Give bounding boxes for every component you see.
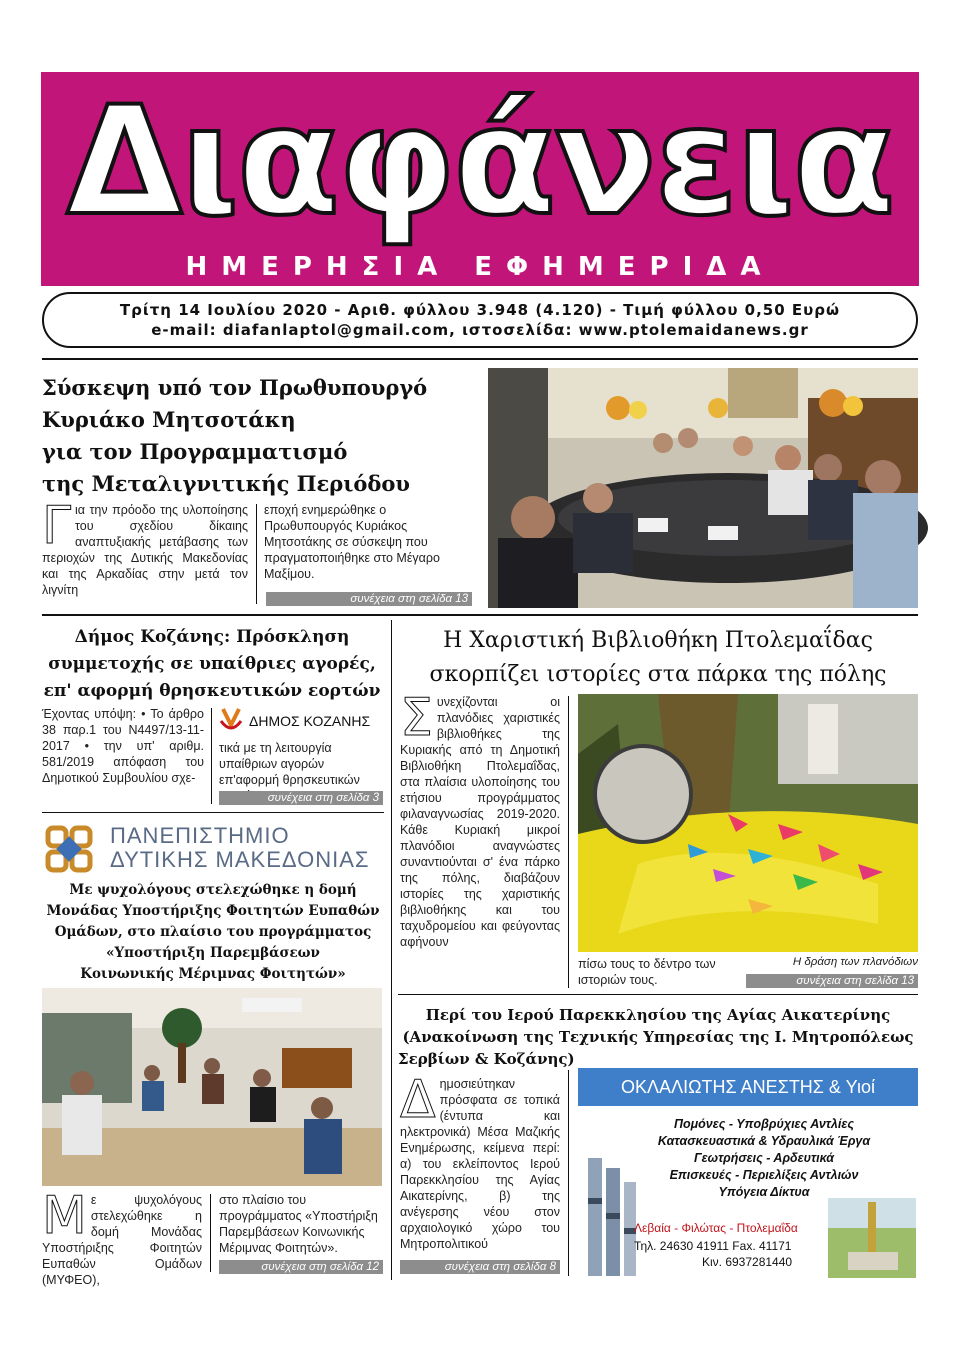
story5-continue[interactable]: συνέχεια στη σελίδα 8 (400, 1260, 560, 1274)
headline-line: Δήμος Κοζάνης: Πρόσκληση (74, 627, 350, 647)
university-emblem-icon (42, 822, 96, 876)
newspaper-subtitle: ΗΜΕΡΗΣΙΑ ΕΦΗΜΕΡΙΔΑ (185, 252, 775, 282)
column-rule (211, 708, 212, 804)
ad-location: Λεβαία - Φιλώτας - Πτολεμαΐδα (634, 1221, 798, 1235)
headline-line: της Μεταλιγνιτικής Περιόδου (42, 471, 410, 496)
university-logo (42, 820, 384, 876)
headline-line: «Υποστήριξη Παρεμβάσεων (106, 945, 320, 961)
story1-col1 (42, 496, 248, 606)
divider (42, 812, 384, 813)
ad-phone: Τηλ. 24630 41911 Fax. 41171 (634, 1239, 792, 1253)
ad-line: Επισκευές - Περιελίξεις Αντλιών (669, 1168, 859, 1182)
headline-line: (Ανακοίνωση της Τεχνικής Υπηρεσίας της Ι. Μητροπόλεως (402, 1028, 914, 1046)
headline-line: συμμετοχής σε υπαίθριες αγορές, (48, 654, 376, 674)
divider (398, 994, 918, 995)
library-park-photo (578, 694, 918, 952)
headline-line: Σερβίων & Κοζάνης) (398, 1050, 575, 1068)
university-name-line: ΔΥΤΙΚΗΣ ΜΑΚΕΔΟΝΙΑΣ (110, 847, 370, 872)
university-meeting-photo (42, 988, 382, 1186)
drop-cap: Σ (400, 688, 433, 748)
story2-col2: τικά με τη λειτουργία υπαίθριων αγορών επ'αφορμή θρησκευτικών (219, 741, 360, 787)
masthead (41, 72, 919, 286)
story2-headline (42, 624, 382, 705)
column-rule (256, 504, 257, 604)
headline-line: Κοινωνικής Μέριμνας Φοιτητών» (80, 966, 346, 982)
headline-line: σκορπίζει ιστορίες στα πάρκα της πόλης (429, 662, 887, 687)
story3-headline (42, 880, 384, 985)
story1-headline (42, 372, 482, 500)
drop-cap: Δ (400, 1070, 436, 1130)
kozani-emblem-icon (219, 707, 243, 733)
headline-line: Η Χαριστική Βιβλιοθήκη Πτολεμαΐδας (443, 628, 873, 653)
divider (42, 614, 918, 616)
divider (42, 358, 918, 360)
story1-text: ια την πρόοδο της υλοποίησης του σχεδίου δίκαιης αναπτυξιακής μετάβασης των περιοχών της Δυτικής Μακεδονίας και της Αρκαδίας στην μετά τον λιγνίτη (42, 503, 248, 597)
story4-col1 (400, 688, 560, 988)
story2-continue[interactable]: συνέχεια στη σελίδα 3 (219, 791, 383, 805)
headline-line: Σύσκεψη υπό τον Πρωθυπουργό (42, 375, 428, 400)
story5-headline (398, 1004, 918, 1070)
ad-line: Πομόνες - Υποβρύχιες Αντλίες (674, 1117, 854, 1131)
headline-line: Περί του Ιερού Παρεκκλησίου της Αγίας Αικατερίνης (425, 1006, 891, 1024)
headline-line: Ομάδων, στο πλαίσιο του προγράμματος (54, 924, 372, 940)
column-rule (568, 1070, 569, 1276)
column-rule (568, 696, 569, 988)
story5-text: ημοσιεύτηκαν πρόσφατα σε τοπικά (έντυπα και ηλεκτρονικά) Μέσα Μαζικής Ενημέρωσης, κείμενα περί: α) του εκλείποντος Ιερού Παρεκκλησίου της Αγίας Αικατερίνης, β) της ανέγερσης νέου στον αρχαιολογικό χώρο του Μητροπολιτικού (400, 1077, 560, 1251)
story3-continue[interactable]: συνέχεια στη σελίδα 12 (219, 1260, 383, 1274)
pump-company-ad (578, 1068, 918, 1280)
contact-line: e-mail: diafanlaptol@gmail.com, ιστοσελίδα: www.ptolemaidanews.gr (151, 321, 809, 339)
headline-line: για τον Προγραμματισμό (42, 439, 348, 464)
ad-mobile: Κιν. 6937281440 (702, 1255, 793, 1269)
story4-col2: πίσω τους το δέντρο των ιστοριών τους. (578, 957, 716, 987)
issue-date-line: Τρίτη 14 Ιουλίου 2020 - Αριθ. φύλλου 3.948 (4.120) - Τιμή φύλλου 0,50 Ευρώ (119, 301, 841, 319)
story5-col1 (400, 1070, 560, 1258)
ad-line: Κατασκευαστικά & Υδραυλικά Έργα (657, 1134, 871, 1148)
story1-col2: εποχή ενημερώθηκε ο Πρωθυπουργός Κυριάκος Μητσοτάκης σε σύσκεψη που πραγματοποιήθηκε στο Μέγαρο Μαξίμου. (264, 503, 440, 581)
kozani-logo-text: ΔΗΜΟΣ ΚΟΖΑΝΗΣ (249, 713, 371, 729)
column-rule (391, 620, 392, 1280)
headline-line: Κυριάκο Μητσοτάκη (42, 407, 296, 432)
story3-col2: στο πλαίσιο του προγράμματος «Υποστήριξη Παρεμβάσεων Κοινωνικής Μέριμνας Φοιτητών». (219, 1193, 378, 1255)
newspaper-logo: Διαφάνεια (66, 75, 894, 249)
meeting-photo (488, 368, 918, 608)
kozani-logo (219, 707, 383, 733)
ad-line: Γεωτρήσεις - Αρδευτικά (694, 1151, 834, 1165)
ad-services (614, 1116, 914, 1201)
drop-cap: Γ (42, 496, 71, 556)
story3-col1 (42, 1186, 202, 1287)
story4-text: υνεχίζονται οι πλανόδιες χαριστικές βιβλιοθήκες της Κυριακής από τη Δημοτική Βιβλιοθήκη Πτολεμαΐδας, στα πλαίσια υλοποίησης του ετήσιου προγράμματος φιλαναγνωσίας 2019-2020. Κάθε Κυριακή μικροί πλανόδιοι αναγνώστες συναντιούνται σ' ένα πάρκο της πόλης, διαβάζουν ιστορίες της χαριστικής βιβλιοθήκης και του ταχυδρομείου και φεύγοντας αφήνουν (400, 695, 560, 949)
story2-col1: Έχοντας υπόψη: • Το άρθρο 38 παρ.1 του Ν4497/13-11-2017 • την υπ' αριθμ. 581/2019 απόφαση του Δημοτικού Συμβουλίου σχε- (42, 707, 204, 785)
ad-title: ΟΚΛΑΛΙΩΤΗΣ ΑΝΕΣΤΗΣ & Υιοί (578, 1068, 918, 1106)
story1-continue[interactable]: συνέχεια στη σελίδα 13 (266, 592, 472, 606)
drop-cap: Μ (42, 1186, 87, 1246)
photo-caption: Η δράση των πλανόδιων (792, 956, 918, 968)
story4-headline (398, 624, 918, 692)
headline-line: Με ψυχολόγους στελεχώθηκε η δομή (69, 882, 357, 898)
issue-info-box (42, 292, 918, 348)
headline-line: Μονάδας Υποστήριξης Φοιτητών Ευπαθών (46, 903, 380, 919)
university-name-line: ΠΑΝΕΠΙΣΤΗΜΙΟ (110, 823, 290, 848)
headline-line: επ' αφορμή θρησκευτικών εορτών (43, 681, 381, 701)
ad-line: Υπόγεια Δίκτυα (718, 1185, 810, 1199)
story3-text: ε ψυχολόγους στελεχώθηκε η δομή Μονάδας Υποστήριξης Φοιτητών Ευπαθών Ομάδων (ΜΥΦΕΟ), (42, 1193, 202, 1287)
column-rule (210, 1194, 211, 1272)
story4-continue[interactable]: συνέχεια στη σελίδα 13 (746, 974, 918, 988)
